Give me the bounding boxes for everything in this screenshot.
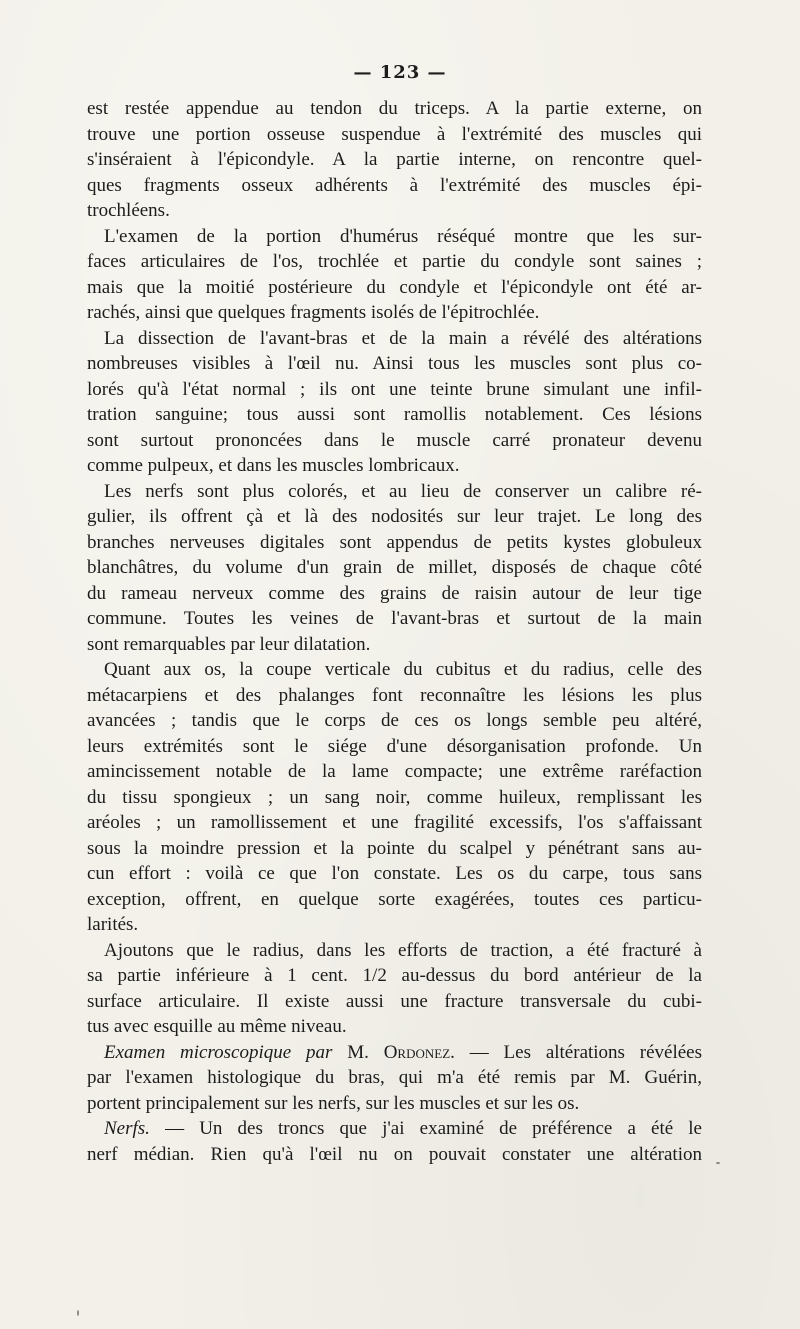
paragraph-examen [87, 1040, 702, 1117]
text-line: comme pulpeux, et dans les muscles lombricaux. [87, 455, 460, 476]
text-line: mais que la moitié postérieure du condyle et l'épicondyle ont été ar- [87, 276, 702, 298]
text-line: larités. [87, 914, 139, 935]
text-line: sont remarquables par leur dilatation. [87, 633, 371, 655]
text-line: faces articulaires de l'os, trochlée et partie du condyle sont saines ; [87, 251, 702, 272]
text-line: portent principalement sur les nerfs, sur les muscles et sur les os. [87, 1092, 580, 1114]
scan-speck [77, 1310, 79, 1316]
text-line: avancées ; tandis que le corps de ces os longs semble peu altéré, [87, 710, 702, 731]
text-line: L'examen de la portion d'humérus réséqué montre que les sur- [104, 225, 702, 247]
text-line: nombreuses visibles à l'œil nu. Ainsi tous les muscles sont plus co- [87, 353, 702, 374]
paragraph [87, 938, 702, 1040]
body-text [87, 96, 702, 1167]
text-line: nerf médian. Rien qu'à l'œil nu on pouvait constater une altération [87, 1143, 702, 1165]
text-line: amincissement notable de la lame compacte; une extrême raréfaction [87, 761, 702, 782]
text-line: La dissection de l'avant-bras et de la main a révélé des altérations [104, 327, 702, 349]
page-number: — 123 — [353, 62, 447, 83]
text-line: s'inséraient à l'épicondyle. A la partie interne, on rencontre quel- [87, 149, 702, 170]
text-line: tus avec esquille au même niveau. [87, 1016, 347, 1037]
section-heading: Nerfs. [104, 1118, 150, 1139]
line-text: — Un des troncs que j'ai examiné de préférence a été le [165, 1118, 702, 1139]
text-line: lorés qu'à l'état normal ; ils ont une teinte brune simulant une infil- [87, 378, 702, 400]
paragraph [87, 326, 702, 479]
text-line: Quant aux os, la coupe verticale du cubitus et du radius, celle des [104, 659, 702, 680]
text-line: surface articulaire. Il existe aussi une fracture transversale du cubi- [87, 990, 702, 1012]
paragraph-nerfs [87, 1116, 702, 1167]
paragraph [87, 479, 702, 658]
text-line: Les nerfs sont plus colorés, et au lieu de conserver un calibre ré- [104, 480, 702, 502]
scan-speck [716, 1162, 720, 1164]
text-line: tration sanguine; tous aussi sont ramollis notablement. Ces lésions [87, 404, 702, 425]
text-line [87, 1040, 702, 1066]
text-line: du rameau nerveux comme des grains de raisin autour de leur tige [87, 582, 702, 604]
text-line: sa partie inférieure à 1 cent. 1/2 au-dessus du bord antérieur de la [87, 965, 702, 986]
author-name: M. Ordonez. [347, 1041, 455, 1063]
text-line: trouve une portion osseuse suspendue à l'extrémité des muscles qui [87, 123, 702, 145]
text-line: du tissu spongieux ; un sang noir, comme huileux, remplissant les [87, 786, 702, 808]
text-line: est restée appendue au tendon du triceps. A la partie externe, on [87, 98, 702, 119]
text-line: aréoles ; un ramollissement et une fragilité excessifs, l'os s'affaissant [87, 812, 702, 833]
paragraph [87, 224, 702, 326]
text-line: gulier, ils offrent çà et là des nodosités sur leur trajet. Le long des [87, 506, 702, 527]
text-line: sont surtout prononcées dans le muscle carré pronateur devenu [87, 429, 702, 451]
text-line: trochléens. [87, 200, 170, 221]
paragraph [87, 96, 702, 224]
text-line: ques fragments osseux adhérents à l'extrémité des muscles épi- [87, 174, 702, 196]
text-line: commune. Toutes les veines de l'avant-bras et surtout de la main [87, 608, 702, 629]
text-line: branches nerveuses digitales sont appendus de petits kystes globuleux [87, 531, 702, 553]
text-line: Ajoutons que le radius, dans les efforts de traction, a été fracturé à [104, 939, 702, 961]
text-line: blanchâtres, du volume d'un grain de millet, disposés de chaque côté [87, 557, 702, 578]
text-line: cun effort : voilà ce que l'on constate. Les os du carpe, tous sans [87, 863, 702, 884]
text-line: sous la moindre pression et la pointe du scalpel y pénétrant sans au- [87, 837, 702, 859]
text-line: exception, offrent, en quelque sorte exagérées, toutes ces particu- [87, 888, 702, 910]
text-line [87, 1116, 702, 1142]
line-text: — Les altérations révélées [469, 1041, 703, 1063]
text-line: métacarpiens et des phalanges font reconnaître les lésions les plus [87, 684, 702, 706]
text-line: leurs extrémités sont le siége d'une désorganisation profonde. Un [87, 735, 702, 757]
section-heading: Examen microscopique par [104, 1041, 333, 1063]
text-line: par l'examen histologique du bras, qui m'a été remis par M. Guérin, [87, 1067, 702, 1088]
text-line: rachés, ainsi que quelques fragments isolés de l'épitrochlée. [87, 302, 540, 323]
paragraph [87, 657, 702, 938]
